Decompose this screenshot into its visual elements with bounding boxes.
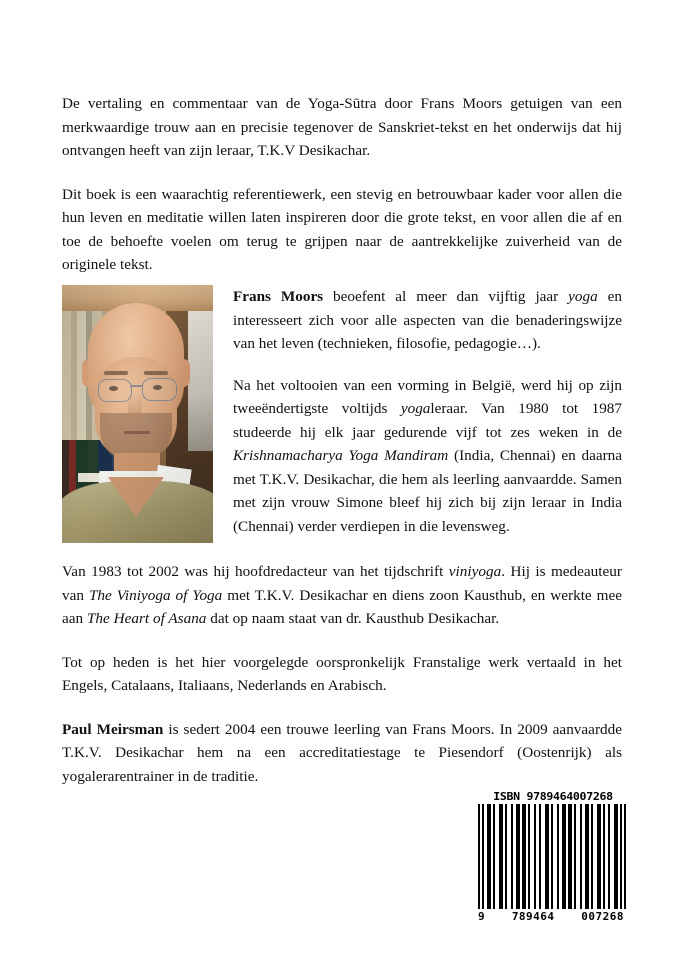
barcode-digits bbox=[478, 910, 626, 923]
career-p3-b: . Hij is medeauteur van bbox=[62, 563, 622, 604]
bio-p2-c: (India, Chennai) en daarna met T.K.V. Desikachar, die hem als leerling aanvaardde. Samen met zijn vrouw Simone bleef hij zich bij zijn leraar in India (Chennai) verder verdiepen in die levensweg. bbox=[233, 447, 622, 535]
career-p3-d: dat op naam staat van dr. Kausthub Desikachar. bbox=[206, 610, 500, 627]
career-paragraph-publications bbox=[62, 560, 622, 631]
translator-paragraph bbox=[62, 718, 622, 789]
bio-p2-a: Na het voltooien van een vorming in België, werd hij op zijn tweeëndertigste voltijds bbox=[233, 376, 622, 417]
author-name: Frans Moors bbox=[233, 288, 324, 305]
isbn-barcode bbox=[478, 790, 628, 923]
career-section bbox=[62, 560, 622, 788]
book-title-viniyoga-of-yoga: The Viniyoga of Yoga bbox=[88, 586, 223, 604]
translator-name: Paul Meirsman bbox=[62, 720, 164, 738]
photo-lighting-overlay bbox=[62, 285, 213, 543]
bio-p1-b: en interesseert zich voor alle aspecten van die benaderingswijze van het leven (technieken, filosofie, pedagogie…). bbox=[233, 288, 622, 352]
bio-p1-a: beoefent al meer dan vijftig jaar bbox=[323, 288, 569, 305]
bio-p2-italic-yoga: yoga bbox=[400, 400, 431, 417]
barcode-digit-lead: 9 bbox=[478, 910, 486, 923]
barcode-bars bbox=[478, 804, 626, 909]
isbn-label: ISBN 9789464007268 bbox=[493, 790, 613, 803]
career-p3-a: Van 1983 tot 2002 was hij hoofdredacteur van het tijdschrift bbox=[62, 563, 449, 580]
barcode-digit-group-1: 789464 bbox=[511, 910, 555, 923]
author-portrait-photo bbox=[62, 285, 213, 543]
book-title-heart-of-asana: The Heart of Asana bbox=[86, 610, 207, 627]
bio-p1-italic-yoga: yoga bbox=[568, 288, 598, 305]
intro-paragraph-1: De vertaling en commentaar van de Yoga-Sūtra door Frans Moors getuigen van een merkwaardige trouw aan en precisie tegenover de Sanskriet-tekst en het onderwijs dat hij ontvangen heeft van zijn leraar, T.K.V Desikachar. bbox=[62, 95, 622, 159]
bio-p2-italic-kym: Krishnamacharya Yoga Mandiram bbox=[233, 447, 449, 464]
intro-section bbox=[62, 92, 622, 277]
author-bio-section bbox=[62, 285, 622, 549]
barcode-digit-group-2: 007268 bbox=[581, 910, 624, 923]
career-p3-c: met T.K.V. Desikachar en diens zoon Kausthub, en werkte mee aan bbox=[62, 586, 622, 627]
journal-title-viniyoga: viniyoga bbox=[448, 563, 502, 580]
career-paragraph-translations: Tot op heden is het hier voorgelegde oorspronkelijk Franstalige werk vertaald in het Engels, Catalaans, Italiaans, Nederlands en Arabisch. bbox=[62, 653, 622, 694]
translator-rest: is sedert 2004 een trouwe leerling van Frans Moors. In 2009 aanvaardde T.K.V. Desikachar hem na een accreditatiestage te Piesendorf (Oostenrijk) als yogalerarentrainer in de traditie. bbox=[62, 720, 623, 785]
bio-p2-b: leraar. Van 1980 tot 1987 studeerde hij elk jaar gedurende vijf tot zes weken in de bbox=[233, 400, 622, 441]
intro-paragraph-2: Dit boek is een waarachtig referentiewerk, een stevig en betrouwbaar kader voor allen die hun leven en meditatie willen laten inspireren door die grote tekst, en voor allen die af en toe de behoefte voelen om terug te grijpen naar de aantrekkelijke zuiverheid van de originele tekst. bbox=[62, 185, 622, 273]
